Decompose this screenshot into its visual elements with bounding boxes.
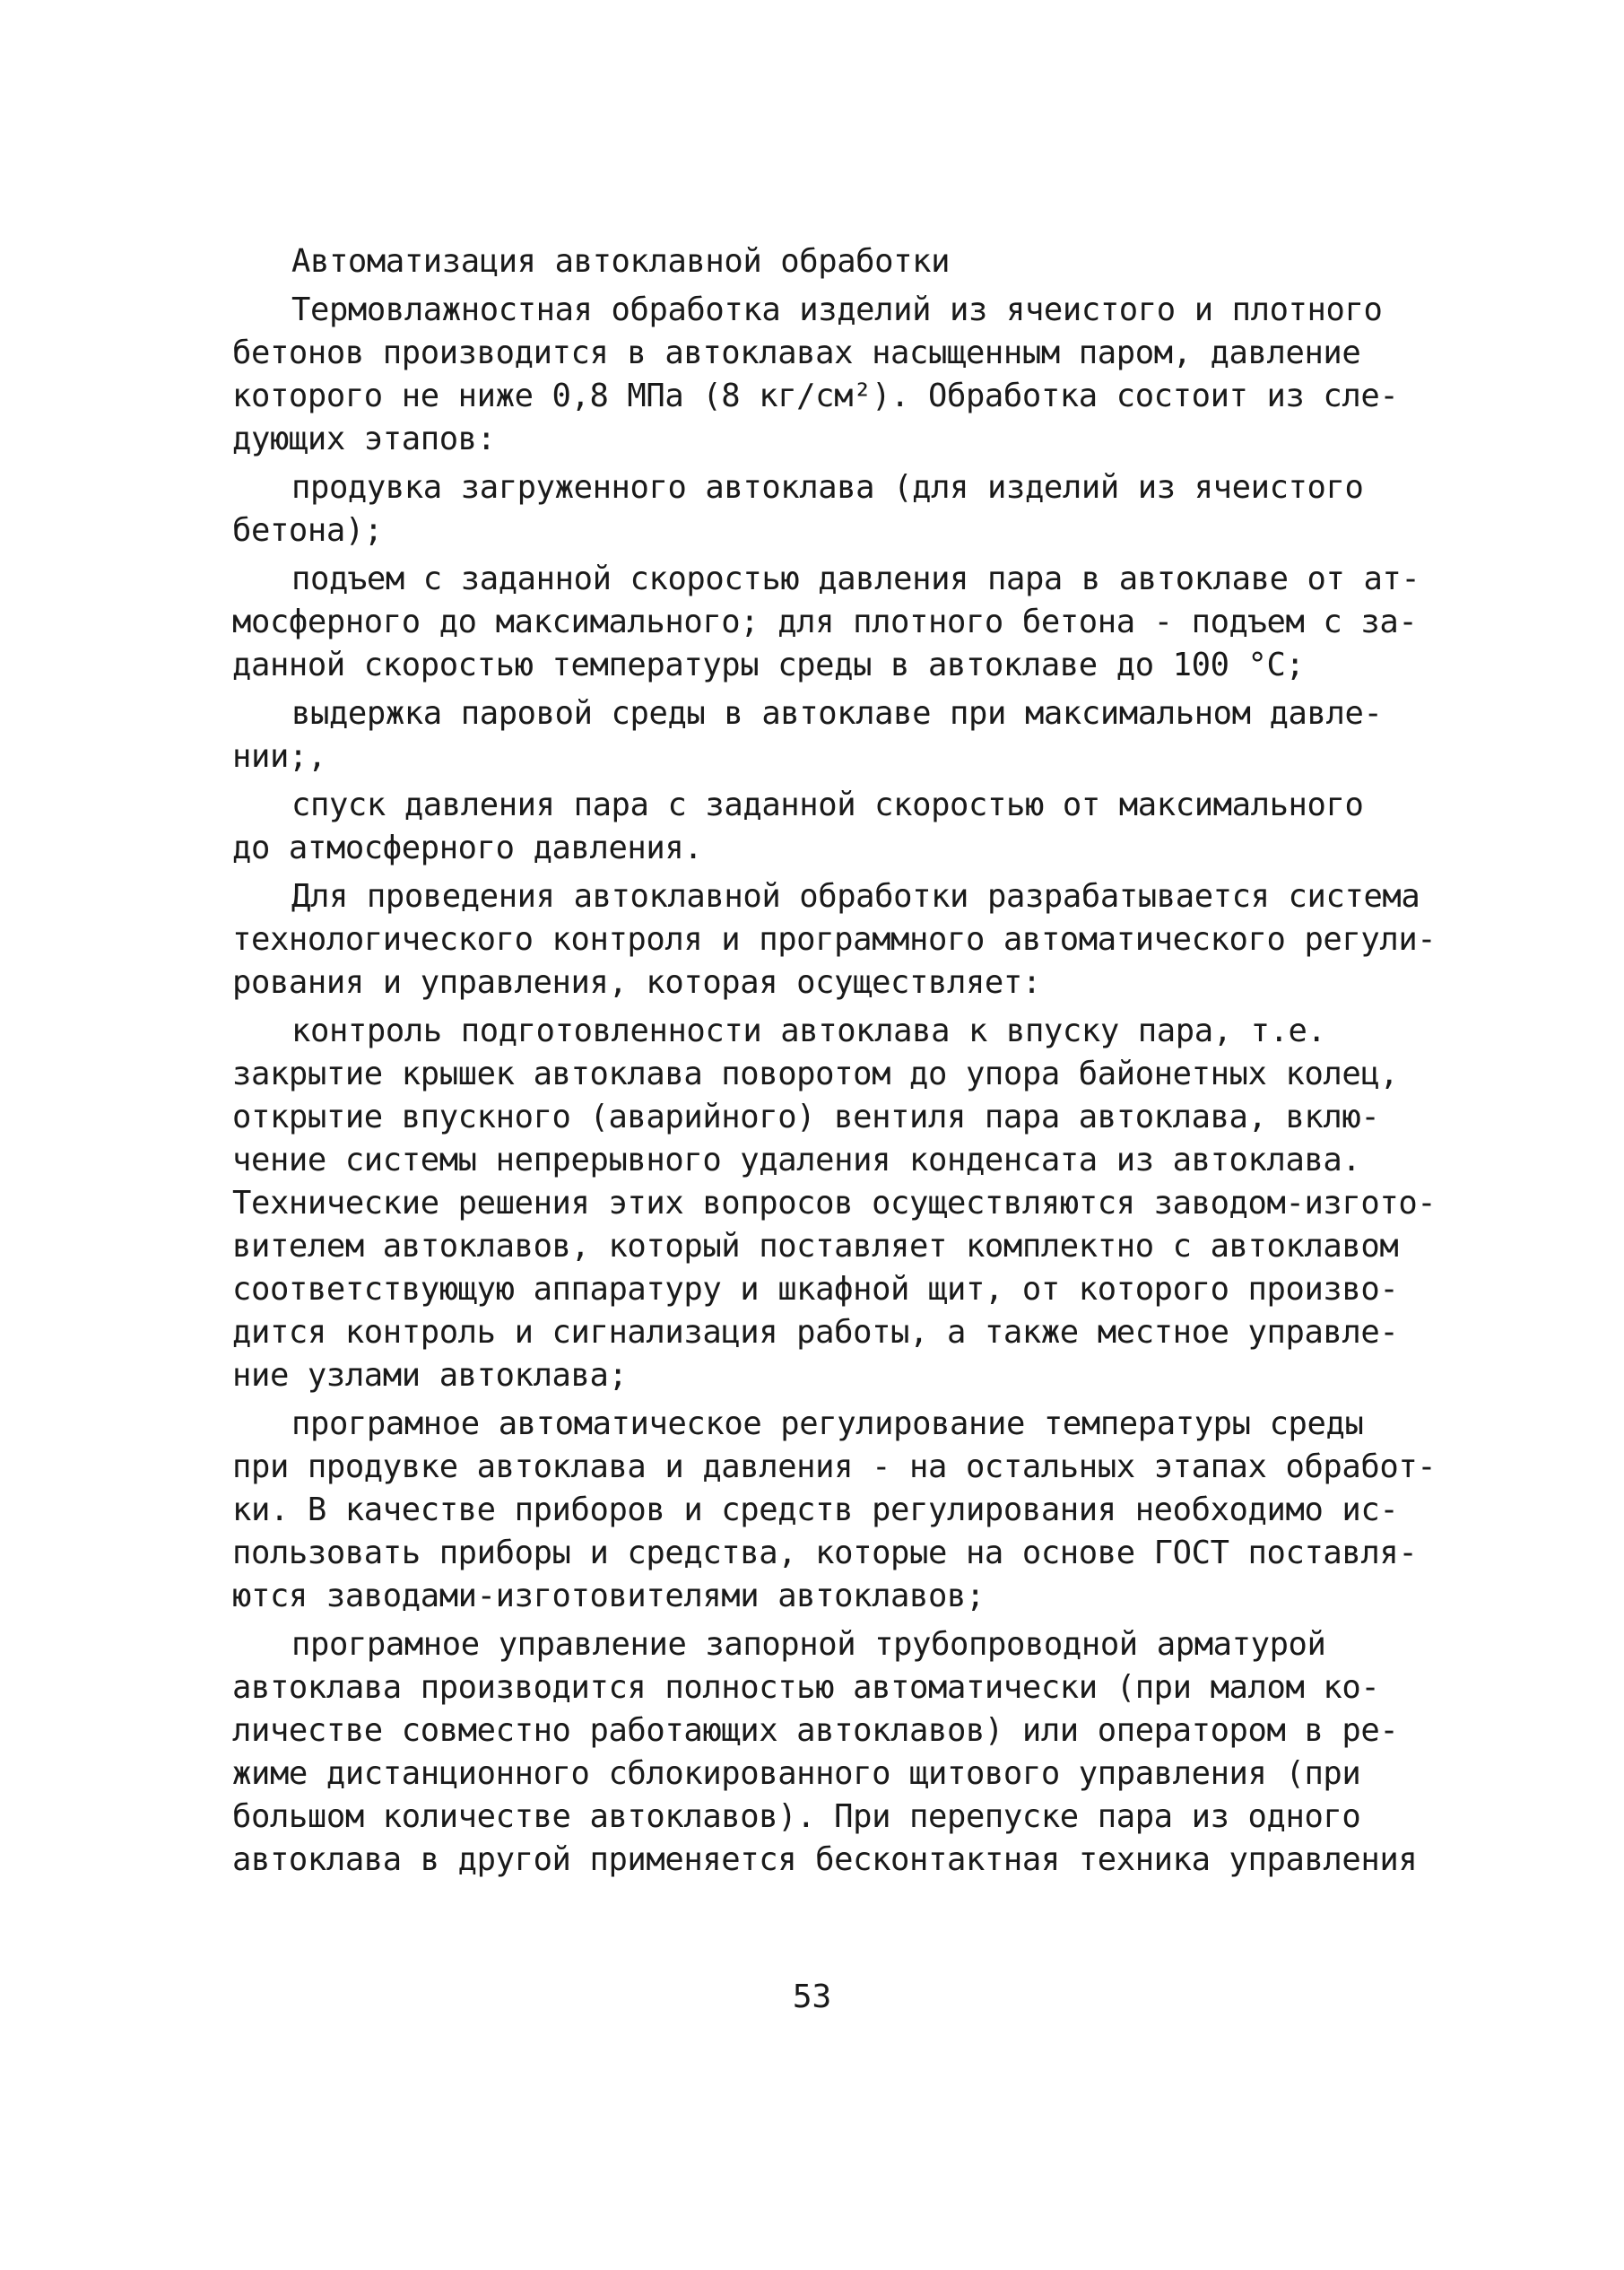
- text-line: технологического контроля и программного автоматического регули-: [232, 921, 1437, 958]
- paragraph: [232, 1010, 1437, 1397]
- text-line: нии;,: [232, 738, 326, 775]
- text-line: спуск давления пара с заданной скоростью от максимального: [291, 787, 1364, 823]
- text-line: контроль подготовленности автоклава к впуску пара, т.е.: [291, 1013, 1326, 1049]
- text-line: мосферного до максимального; для плотного бетона - подъем с за-: [232, 604, 1418, 640]
- text-line: подъем с заданной скоростью давления пара в автоклаве от ат-: [291, 561, 1420, 597]
- paragraph: [232, 289, 1398, 461]
- text-line: Термовлажностная обработка изделий из ячеистого и плотного: [291, 291, 1383, 328]
- text-line: рования и управления, которая осуществляет:: [232, 964, 1041, 1001]
- text-line: выдержка паровой среды в автоклаве при максимальном давле-: [291, 695, 1383, 732]
- text-line: бетона);: [232, 512, 383, 549]
- text-line: которого не ниже 0,8 МПа (8 кг/см²). Обработка состоит из сле-: [232, 378, 1399, 414]
- text-line: ки. В качестве приборов и средств регулирования необходимо ис-: [232, 1492, 1399, 1528]
- paragraph: [232, 466, 1398, 552]
- paragraph-list: [232, 289, 1437, 1882]
- text-line: ются заводами-изготовителями автоклавов;: [232, 1578, 985, 1614]
- text-line: до атмосферного давления.: [232, 830, 703, 866]
- text-line: открытие впускного (аварийного) вентиля пара автоклава, вклю-: [232, 1099, 1380, 1135]
- text-line: закрытие крышек автоклава поворотом до упора байонетных колец,: [232, 1056, 1399, 1092]
- paragraph: [232, 875, 1437, 1005]
- text-line: автоклава в другой применяется бесконтактная техника управления: [232, 1841, 1418, 1878]
- paragraph: [232, 692, 1398, 778]
- text-line: личестве совместно работающих автоклавов) или оператором в ре-: [232, 1712, 1399, 1749]
- paragraph: [232, 1623, 1418, 1882]
- paragraph: [232, 558, 1420, 687]
- text-line: жиме дистанционного сблокированного щитового управления (при: [232, 1755, 1361, 1792]
- text-line: большом количестве автоклавов). При перепуске пара из одного: [232, 1798, 1361, 1835]
- text-line: ние узлами автоклава;: [232, 1357, 628, 1394]
- text-line: дующих этапов:: [232, 421, 496, 457]
- text-line: чение системы непрерывного удаления конденсата из автоклава.: [232, 1142, 1361, 1178]
- text-line: данной скоростью температуры среды в автоклаве до 100 °С;: [232, 647, 1305, 683]
- page-number: 53: [792, 1979, 832, 2015]
- text-line: продувка загруженного автоклава (для изделий из ячеистого: [291, 469, 1364, 506]
- text-line: дится контроль и сигнализация работы, а также местное управле-: [232, 1314, 1399, 1351]
- text-line: пользовать приборы и средства, которые на основе ГОСТ поставля-: [232, 1535, 1418, 1571]
- text-line: бетонов производится в автоклавах насыщенным паром, давление: [232, 335, 1361, 371]
- text-line: вителем автоклавов, который поставляет комплектно с автоклавом: [232, 1228, 1399, 1265]
- text-line: програмное автоматическое регулирование температуры среды: [291, 1405, 1364, 1442]
- text-line: програмное управление запорной трубопроводной арматурой: [291, 1626, 1326, 1663]
- text-line: Для проведения автоклавной обработки разрабатывается система: [291, 878, 1420, 915]
- text-line: автоклава производится полностью автоматически (при малом ко-: [232, 1669, 1380, 1706]
- paragraph: [232, 1403, 1437, 1618]
- text-line: Технические решения этих вопросов осуществляются заводом-изгото-: [232, 1185, 1437, 1222]
- text-line: при продувке автоклава и давления - на остальных этапах обработ-: [232, 1448, 1437, 1485]
- body-text: [232, 240, 1437, 1887]
- paragraph: [232, 784, 1398, 870]
- text-line: соответствующую аппаратуру и шкафной щит, от которого произво-: [232, 1271, 1399, 1308]
- section-heading: Автоматизация автоклавной обработки: [291, 243, 951, 280]
